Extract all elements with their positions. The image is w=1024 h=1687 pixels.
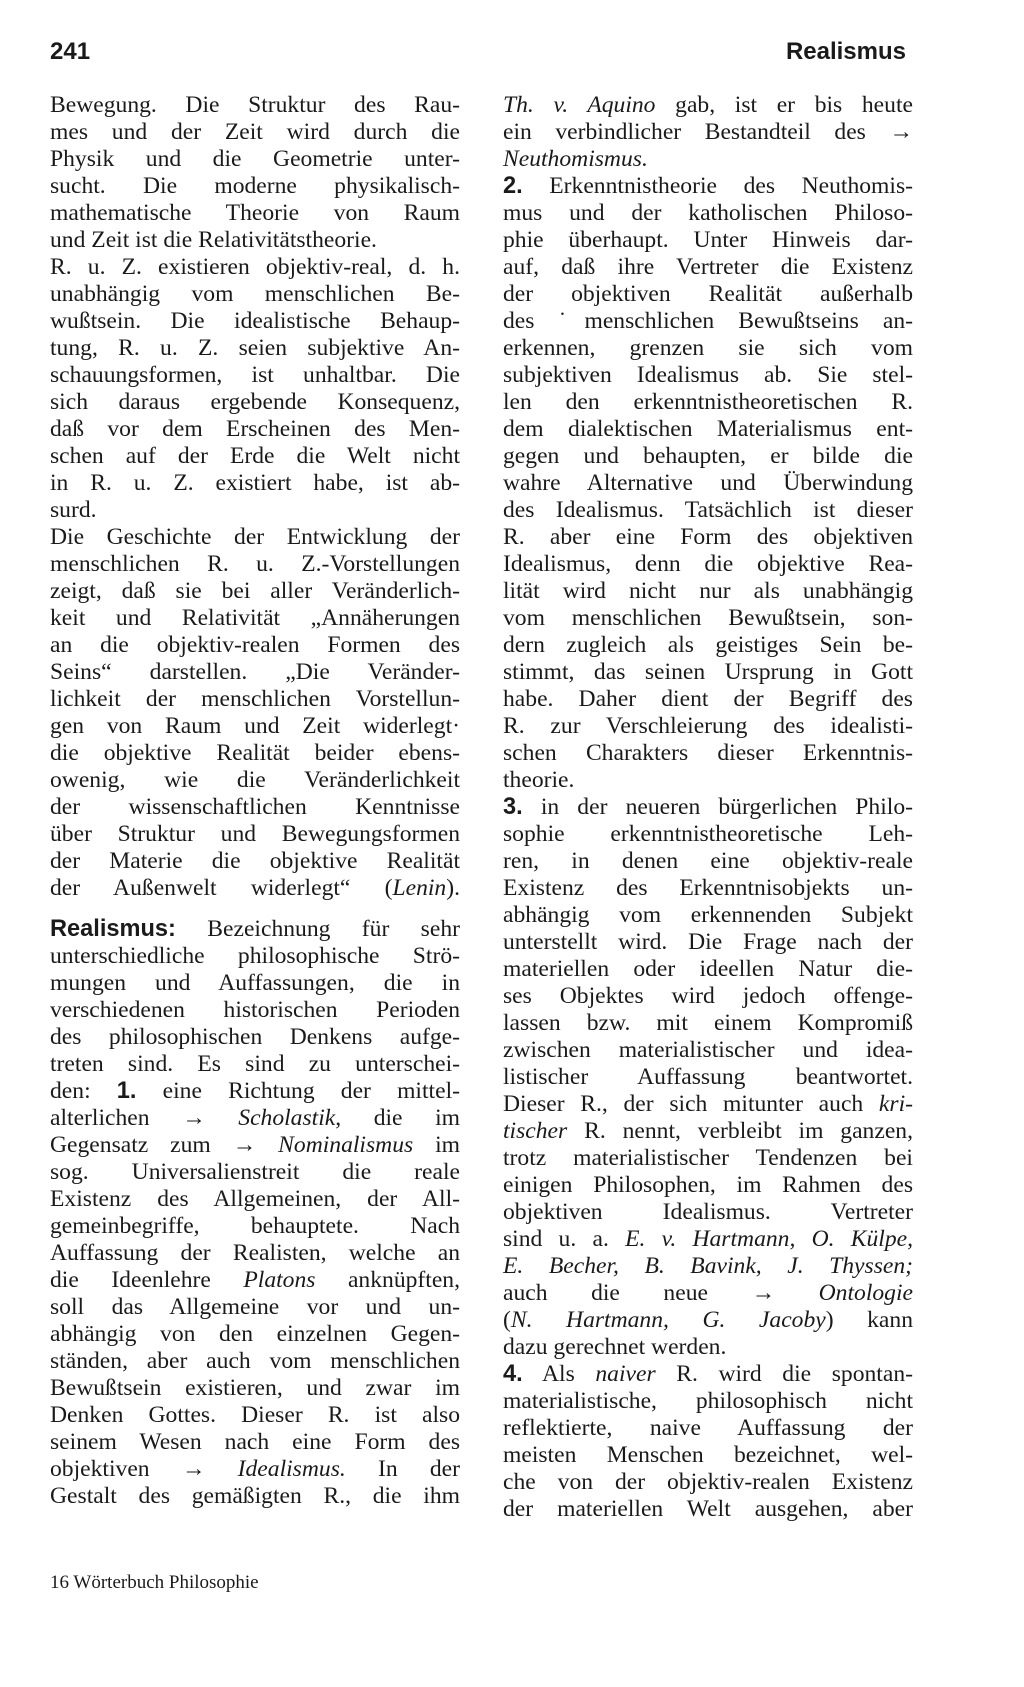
text-line: 3. in der neueren bürgerlichen Philo- — [503, 794, 913, 820]
text-line: theorie. — [503, 767, 575, 793]
text-line: soll das Allgemeine vor und un- — [50, 1294, 460, 1320]
text-line: Die Geschichte der Entwicklung der — [50, 524, 460, 550]
text-line: die Ideenlehre Platons anknüpften, — [50, 1267, 460, 1293]
author-reference: E. v. Hartmann, O. Külpe, — [625, 1226, 913, 1252]
text-line: menschlichen R. u. Z.-Vorstellungen — [50, 551, 460, 577]
text-line: stimmt, das seinen Ursprung in Gott — [503, 659, 913, 685]
text-line: Th. v. Aquino gab, ist er bis heute — [503, 92, 913, 118]
text-line: materialistische, philosophisch nicht — [503, 1388, 913, 1414]
text-line: sich daraus ergebende Konsequenz, — [50, 389, 460, 415]
text-line: tung, R. u. Z. seien subjektive An- — [50, 335, 460, 361]
text-line: in R. u. Z. existiert habe, ist ab- — [50, 470, 460, 496]
text-line: auf, daß ihre Vertreter die Existenz — [503, 254, 913, 280]
text-line: (N. Hartmann, G. Jacoby) kann — [503, 1307, 913, 1333]
text-line: Auffassung der Realisten, welche an — [50, 1240, 460, 1266]
text-line: gemeinbegriffe, behauptete. Nach — [50, 1213, 460, 1239]
right-column — [503, 92, 913, 1523]
text-line: tischer R. nennt, verbleibt im ganzen, — [503, 1118, 913, 1144]
text-line: lichkeit der menschlichen Vorstellun- — [50, 686, 460, 712]
text-line: zeigt, daß sie bei aller Veränderlich- — [50, 578, 460, 604]
text-line: objektiven Idealismus. Vertreter — [503, 1199, 913, 1225]
text-line: keit und Relativität „Annäherungen — [50, 605, 460, 631]
text-line: über Struktur und Bewegungsformen — [50, 821, 460, 847]
text-line: reflektierte, naive Auffassung der — [503, 1415, 913, 1441]
text-line: alterlichen → Scholastik, die im — [50, 1105, 460, 1131]
text-line: owenig, wie die Veränderlichkeit — [50, 767, 460, 793]
text-line: Bewegung. Die Struktur des Rau- — [50, 92, 460, 118]
text-line: 4. Als naiver R. wird die spontan- — [503, 1361, 913, 1387]
text-line: erkennen, grenzen sie sich vom — [503, 335, 913, 361]
cross-reference: → Idealismus. — [181, 1456, 346, 1482]
text-line: daß vor dem Erscheinen des Men- — [50, 416, 460, 442]
text-line: vom menschlichen Bewußtsein, son- — [503, 605, 913, 631]
text-line: subjektiven Idealismus ab. Sie stel- — [503, 362, 913, 388]
text-line: der wissenschaftlichen Kenntnisse — [50, 794, 460, 820]
text-line: treten sind. Es sind zu unterschei- — [50, 1051, 460, 1077]
cross-reference: → Nominalismus — [232, 1132, 414, 1158]
text-line: einigen Philosophen, im Rahmen des — [503, 1172, 913, 1198]
text-line: seinem Wesen nach eine Form des — [50, 1429, 460, 1455]
text-line: lassen bzw. mit einem Kompromiß — [503, 1010, 913, 1036]
text-line: R. u. Z. existieren objektiv-real, d. h. — [50, 254, 460, 280]
author-reference: Th. v. Aquino — [503, 92, 656, 118]
text-line: schauungsformen, ist unhaltbar. Die — [50, 362, 460, 388]
text-line: sog. Universalienstreit die reale — [50, 1159, 460, 1185]
text-line: wahre Alternative und Überwindung — [503, 470, 913, 496]
text-line: verschiedenen historischen Perioden — [50, 997, 460, 1023]
author-reference: E. Becher, B. Bavink, J. Thyssen; — [503, 1253, 913, 1279]
text-line: unterschiedliche philosophische Strö- — [50, 943, 460, 969]
entry-heading-line: Realismus: Bezeichnung für sehr — [50, 916, 460, 942]
text-line: Existenz des Allgemeinen, der All- — [50, 1186, 460, 1212]
text-line: dern zugleich als geistiges Sein be- — [503, 632, 913, 658]
text-line: Existenz des Erkenntnisobjekts un- — [503, 875, 913, 901]
text-line: sind u. a. E. v. Hartmann, O. Külpe, — [503, 1226, 913, 1252]
author-reference: N. Hartmann, G. Jacoby — [510, 1307, 826, 1333]
text-line: die objektive Realität beider ebens- — [50, 740, 460, 766]
text-line: wußtsein. Die idealistische Behaup- — [50, 308, 460, 334]
text-line: Idealismus, denn die objektive Rea- — [503, 551, 913, 577]
text-line: des ˙menschlichen Bewußtseins an- — [503, 308, 913, 334]
text-line: materiellen oder ideellen Natur die- — [503, 956, 913, 982]
author-reference: Platons — [243, 1267, 316, 1293]
text-line: des Idealismus. Tatsächlich ist dieser — [503, 497, 913, 523]
text-line: der objektiven Realität außerhalb — [503, 281, 913, 307]
text-line: mes und der Zeit wird durch die — [50, 119, 460, 145]
text-line: Denken Gottes. Dieser R. ist also — [50, 1402, 460, 1428]
text-line: der Außenwelt widerlegt“ (Lenin). — [50, 875, 460, 901]
text-line: surd. — [50, 497, 97, 523]
text-line: 2. Erkenntnistheorie des Neuthomis- — [503, 173, 913, 199]
text-line: meisten Menschen bezeichnet, wel- — [503, 1442, 913, 1468]
text-line: mungen und Auffassungen, die in — [50, 970, 460, 996]
text-line: gegen und behaupten, er bilde die — [503, 443, 913, 469]
cross-reference: Neuthomismus. — [503, 146, 648, 172]
text-line: trotz materialistischer Tendenzen bei — [503, 1145, 913, 1171]
text-line: Gestalt des gemäßigten R., die ihm — [50, 1483, 460, 1509]
text-line: Physik und die Geometrie unter- — [50, 146, 460, 172]
text-line: abhängig vom erkennenden Subjekt — [503, 902, 913, 928]
text-line: zwischen materialistischer und idea- — [503, 1037, 913, 1063]
text-line: Bewußtsein existieren, und zwar im — [50, 1375, 460, 1401]
text-line: sucht. Die moderne physikalisch- — [50, 173, 460, 199]
text-line: mus und der katholischen Philoso- — [503, 200, 913, 226]
text-line: Dieser R., der sich mitunter auch kri- — [503, 1091, 913, 1117]
item-number: 3. — [503, 794, 523, 820]
cross-reference: → Ontologie — [751, 1280, 913, 1306]
item-number: 1. — [116, 1078, 137, 1104]
arrow-icon: → — [889, 119, 913, 145]
cross-reference: → Scholastik — [182, 1105, 336, 1131]
text-line: an die objektiv-realen Formen des — [50, 632, 460, 658]
text-line: gen von Raum und Zeit widerlegt· — [50, 713, 460, 739]
text-line: habe. Daher dient der Begriff des — [503, 686, 913, 712]
text-line: ses Objektes wird jedoch offenge- — [503, 983, 913, 1009]
text-line: listischer Auffassung beantwortet. — [503, 1064, 913, 1090]
text-line: der materiellen Welt ausgehen, aber — [503, 1496, 913, 1522]
text-line: auch die neue → Ontologie — [503, 1280, 913, 1306]
text-line: ren, in denen eine objektiv-reale — [503, 848, 913, 874]
item-number: 4. — [503, 1361, 523, 1387]
text-line: ständen, aber auch vom menschlichen — [50, 1348, 460, 1374]
text-line: unterstellt wird. Die Frage nach der — [503, 929, 913, 955]
text-line: abhängig von den einzelnen Gegen- — [50, 1321, 460, 1347]
text-line: mathematische Theorie von Raum — [50, 200, 460, 226]
item-number: 2. — [503, 173, 523, 199]
text-line: Gegensatz zum → Nominalismus im — [50, 1132, 460, 1158]
text-line: des philosophischen Denkens aufge- — [50, 1024, 460, 1050]
left-column — [50, 92, 460, 1510]
text-line: unabhängig vom menschlichen Be- — [50, 281, 460, 307]
text-line: lität wird nicht nur als unabhängig — [503, 578, 913, 604]
text-line: len den erkenntnistheoretischen R. — [503, 389, 913, 415]
page-footer: 16 Wörterbuch Philosophie — [50, 1572, 259, 1593]
text-line: ein verbindlicher Bestandteil des → — [503, 119, 913, 145]
running-head: Realismus — [785, 38, 906, 65]
text-line: objektiven → Idealismus. In der — [50, 1456, 461, 1482]
author-reference: Lenin — [392, 875, 447, 901]
text-line: R. aber eine Form des objektiven — [503, 524, 913, 550]
text-line: Seins“ darstellen. „Die Veränder- — [50, 659, 460, 685]
page-number: 241 — [50, 38, 91, 65]
text-line: schen auf der Erde die Welt nicht — [50, 443, 460, 469]
text-line: den: 1. eine Richtung der mittel- — [50, 1078, 460, 1104]
text-line: dem dialektischen Materialismus ent- — [503, 416, 913, 442]
text-line: R. zur Verschleierung des idealisti- — [503, 713, 913, 739]
text-line: sophie erkenntnistheoretische Leh- — [503, 821, 913, 847]
text-line: che von der objektiv-realen Existenz — [503, 1469, 913, 1495]
text-line: dazu gerechnet werden. — [503, 1334, 727, 1360]
text-line: und Zeit ist die Relativitätstheorie. — [50, 227, 377, 253]
text-line: schen Charakters dieser Erkenntnis- — [503, 740, 913, 766]
text-line: der Materie die objektive Realität — [50, 848, 460, 874]
text-line: phie überhaupt. Unter Hinweis dar- — [503, 227, 913, 253]
entry-heading: Realismus: — [50, 916, 176, 942]
